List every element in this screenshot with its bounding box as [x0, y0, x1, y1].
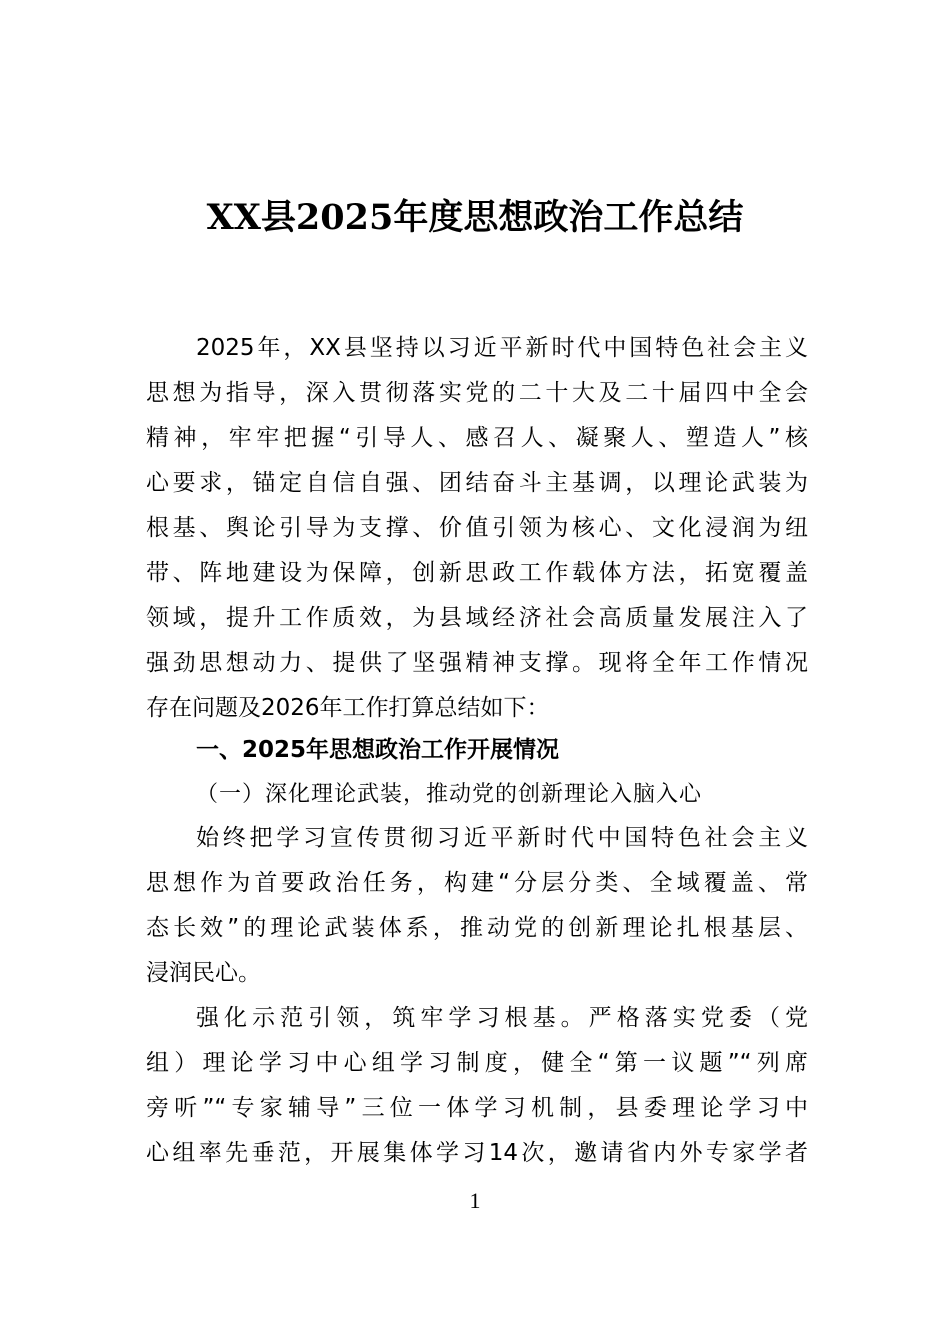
paragraph-line: 组​）​理​论​学​习​中​心​组​学​习​制​度​，​健​全​“​第​一​议​题​”​“​列​席	[146, 1050, 808, 1076]
subsection-heading: （一）深化理论武装，推动党的创新理论入脑入心	[196, 782, 703, 807]
paragraph-line: 浸润民心。	[146, 960, 261, 986]
paragraph-line: 带​、​阵​地​建​设​为​保​障​，​创​新​思​政​工​作​载​体​方​法​，​拓​宽​覆​盖	[146, 560, 808, 586]
section-heading: 一、2025年思想政治工作开展情况	[196, 737, 560, 763]
paragraph-line: 态​长​效​”​的​理​论​武​装​体​系​，​推​动​党​的​创​新​理​论​扎​根​基​层​、	[146, 915, 808, 941]
paragraph-line: 心​组​率​先​垂​范​，​开​展​集​体​学​习​1​4​次​，​邀​请​省​内​外​专​家​学​者	[146, 1140, 808, 1166]
paragraph-line: 领​域​，​提​升​工​作​质​效​，​为​县​域​经​济​社​会​高​质​量​发​展​注​入​了	[146, 605, 808, 631]
paragraph-line: 2​0​2​5​年​，​X​X​县​坚​持​以​习​近​平​新​时​代​中​国​特​色​社​会​主​义	[196, 335, 808, 361]
page-number: 1	[469, 1188, 481, 1213]
paragraph-line: 始​终​把​学​习​宣​传​贯​彻​习​近​平​新​时​代​中​国​特​色​社​会​主​义	[196, 825, 808, 851]
paragraph-line: 根​基​、​舆​论​引​导​为​支​撑​、​价​值​引​领​为​核​心​、​文​化​浸​润​为​纽	[146, 515, 808, 541]
paragraph-line: 心​要​求​，​锚​定​自​信​自​强​、​团​结​奋​斗​主​基​调​，​以​理​论​武​装​为	[146, 470, 808, 496]
paragraph-line: 强​化​示​范​引​领​，​筑​牢​学​习​根​基​。​严​格​落​实​党​委​（​党	[196, 1005, 808, 1031]
paragraph-line: 精​神​，​牢​牢​把​握​“​引​导​人​、​感​召​人​、​凝​聚​人​、​塑​造​人​”​核	[146, 425, 808, 451]
paragraph-line: 思​想​为​指​导​，​深​入​贯​彻​落​实​党​的​二​十​大​及​二​十​届​四​中​全​会	[146, 380, 808, 406]
document-title: XX县2025年度思想政治工作总结	[206, 197, 744, 238]
paragraph-line: 旁​听​”​“​专​家​辅​导​”​三​位​一​体​学​习​机​制​，​县​委​理​论​学​习​中	[146, 1095, 808, 1121]
paragraph-line: 存在问题及2026年工作打算总结如下：	[146, 695, 550, 721]
paragraph-line: 思​想​作​为​首​要​政​治​任​务​，​构​建​“​分​层​分​类​、​全​域​覆​盖​、​常	[146, 870, 808, 896]
paragraph-line: 强​劲​思​想​动​力​、​提​供​了​坚​强​精​神​支​撑​。​现​将​全​年​工​作​情​况	[146, 650, 808, 676]
